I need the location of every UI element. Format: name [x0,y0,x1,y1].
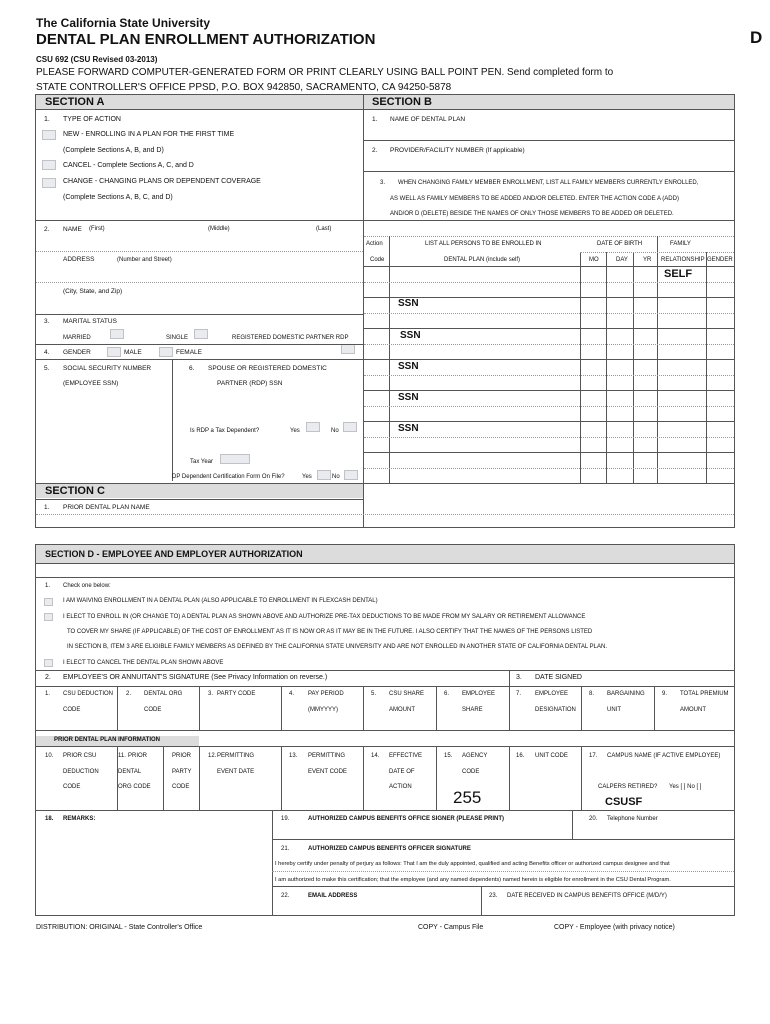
cancel-label: CANCEL - Complete Sections A, C, and D [63,162,194,169]
csu-deduction-code-label: CSU DEDUCTION [63,691,114,697]
spouse-ssn-label: SPOUSE OR REGISTERED DOMESTIC [208,365,327,372]
section-divider [363,95,364,527]
prior-plan-label: PRIOR DENTAL PLAN NAME [63,504,150,511]
ssn-label-3: SSN [398,361,419,372]
party-code-label: PARTY CODE [217,691,256,697]
distribution-employee: COPY - Employee (with privacy notice) [554,924,675,931]
tax-year-field[interactable] [220,454,250,464]
provider-label: PROVIDER/FACILITY NUMBER (If applicable) [390,147,525,154]
calpers-yes-no[interactable]: Yes [ ] No [ ] [669,784,702,790]
dp-cert-no-checkbox[interactable] [344,470,358,480]
self-label: SELF [664,268,693,280]
elect-checkbox[interactable] [44,613,53,621]
date-signed-label: DATE SIGNED [535,674,582,681]
ssn-label-5: SSN [398,423,419,434]
date-received-label: DATE RECEIVED IN CAMPUS BENEFITS OFFICE (M/D/Y) [507,893,667,899]
provider-field[interactable] [364,171,734,172]
dp-cert-yes-checkbox[interactable] [317,470,331,480]
section-d-title: SECTION D - EMPLOYEE AND EMPLOYER AUTHORIZATION [45,549,303,559]
ssn-label-2: SSN [400,330,421,341]
single-checkbox[interactable] [194,329,208,339]
rdp-dependent-no-checkbox[interactable] [343,422,357,432]
employee-share-label: EMPLOYEE [462,691,496,697]
pay-period-label: PAY PERIOD [308,691,344,697]
female-checkbox[interactable] [159,347,173,357]
rdp-dependent-yes-checkbox[interactable] [306,422,320,432]
rdp-checkbox[interactable] [341,344,355,354]
new-label: NEW - ENROLLING IN A PLAN FOR THE FIRST TIME [63,131,235,138]
instruction-line-2: STATE CONTROLLER'S OFFICE PPSD, P.O. BOX 942850, SACRAMENTO, CA 94250-5878 [36,82,452,93]
gender-label: GENDER [63,349,91,356]
form-title: DENTAL PLAN ENROLLMENT AUTHORIZATION [36,31,376,48]
employee-signature-label: EMPLOYEE'S OR ANNUITANT'S SIGNATURE (See Privacy Information on reverse.) [63,674,328,681]
telephone-label: Telephone Number [607,816,658,822]
prior-plan-info-title: PRIOR DENTAL PLAN INFORMATION [54,737,160,743]
top-form-frame [35,94,735,528]
certification-text: I hereby certify under penalty of perjury as follows: That I am the duly appointed, qualified and acting Benefits officer or authorized campus designee and that [275,861,670,867]
elect-label: I ELECT TO ENROLL IN (OR CHANGE TO) A DENTAL PLAN AS SHOWN ABOVE AND AUTHORIZE PRE-TAX DEDUCTIONS TO BE MADE FROM MY SALARY OR RETIREMENT ALLOWANCE [63,614,586,620]
section-c-title: SECTION C [45,485,105,497]
waive-label: I AM WAIVING ENROLLMENT IN A DENTAL PLAN (ALSO APPLICABLE TO ENROLLMENT IN FLEXCASH DENTAL) [63,598,378,604]
employee-designation-label: EMPLOYEE [535,691,569,697]
plan-name-field[interactable] [364,140,734,141]
campus-name-label: CAMPUS NAME (IF ACTIVE EMPLOYEE) [607,753,721,759]
instruction-line-1: PLEASE FORWARD COMPUTER-GENERATED FORM OR PRINT CLEARLY USING BALL POINT PEN. Send completed form to [36,67,614,78]
total-premium-label: TOTAL PREMIUM [680,691,729,697]
waive-checkbox[interactable] [44,598,53,606]
university-name: The California State University [36,16,211,30]
male-checkbox[interactable] [107,347,121,357]
section-b-title: SECTION B [372,96,432,108]
bargaining-unit-label: BARGAINING [607,691,645,697]
cancel-checkbox[interactable] [42,160,56,170]
plan-name-label: NAME OF DENTAL PLAN [390,116,466,123]
name-label: NAME [63,226,82,233]
change-checkbox[interactable] [42,178,56,188]
remarks-label: REMARKS: [63,816,96,822]
dental-org-code-label: DENTAL ORG [144,691,183,697]
married-checkbox[interactable] [110,329,124,339]
officer-signature-label: AUTHORIZED CAMPUS BENEFITS OFFICER SIGNATURE [308,846,471,852]
change-instructions: WHEN CHANGING FAMILY MEMBER ENROLLMENT, LIST ALL FAMILY MEMBERS CURRENTLY ENROLLED, [398,180,699,186]
ssn-label: SOCIAL SECURITY NUMBER [63,365,152,372]
check-one-label: Check one below: [63,583,111,589]
city-field[interactable] [36,314,363,315]
form-number: CSU 692 (CSU Revised 03-2013) [36,55,158,64]
ssn-label-4: SSN [398,392,419,403]
distribution-original: DISTRIBUTION: ORIGINAL - State Controller's Office [36,924,203,931]
type-of-action-label: TYPE OF ACTION [63,116,121,123]
email-label: EMAIL ADDRESS [308,893,358,899]
section-a-title: SECTION A [45,96,105,108]
address-field[interactable] [36,282,363,283]
address-label: ADDRESS [63,256,95,263]
name-field[interactable] [36,251,363,252]
cancel-plan-label: I ELECT TO CANCEL THE DENTAL PLAN SHOWN ABOVE [63,660,224,666]
cancel-plan-checkbox[interactable] [44,659,53,667]
prior-plan-field[interactable] [36,514,734,515]
campus-name-value: CSUSF [605,796,643,808]
corner-letter: D [750,28,763,47]
marital-status-label: MARITAL STATUS [63,318,117,325]
authorized-signer-label: AUTHORIZED CAMPUS BENEFITS OFFICE SIGNER (PLEASE PRINT) [308,816,505,822]
calpers-retired-label: CALPERS RETIRED? [598,784,658,790]
change-label: CHANGE - CHANGING PLANS OR DEPENDENT COVERAGE [63,178,261,185]
ssn-label-1: SSN [398,298,419,309]
new-checkbox[interactable] [42,130,56,140]
distribution-campus: COPY - Campus File [418,924,484,931]
csu-share-label: CSU SHARE [389,691,425,697]
agency-code-value: 255 [453,788,482,807]
